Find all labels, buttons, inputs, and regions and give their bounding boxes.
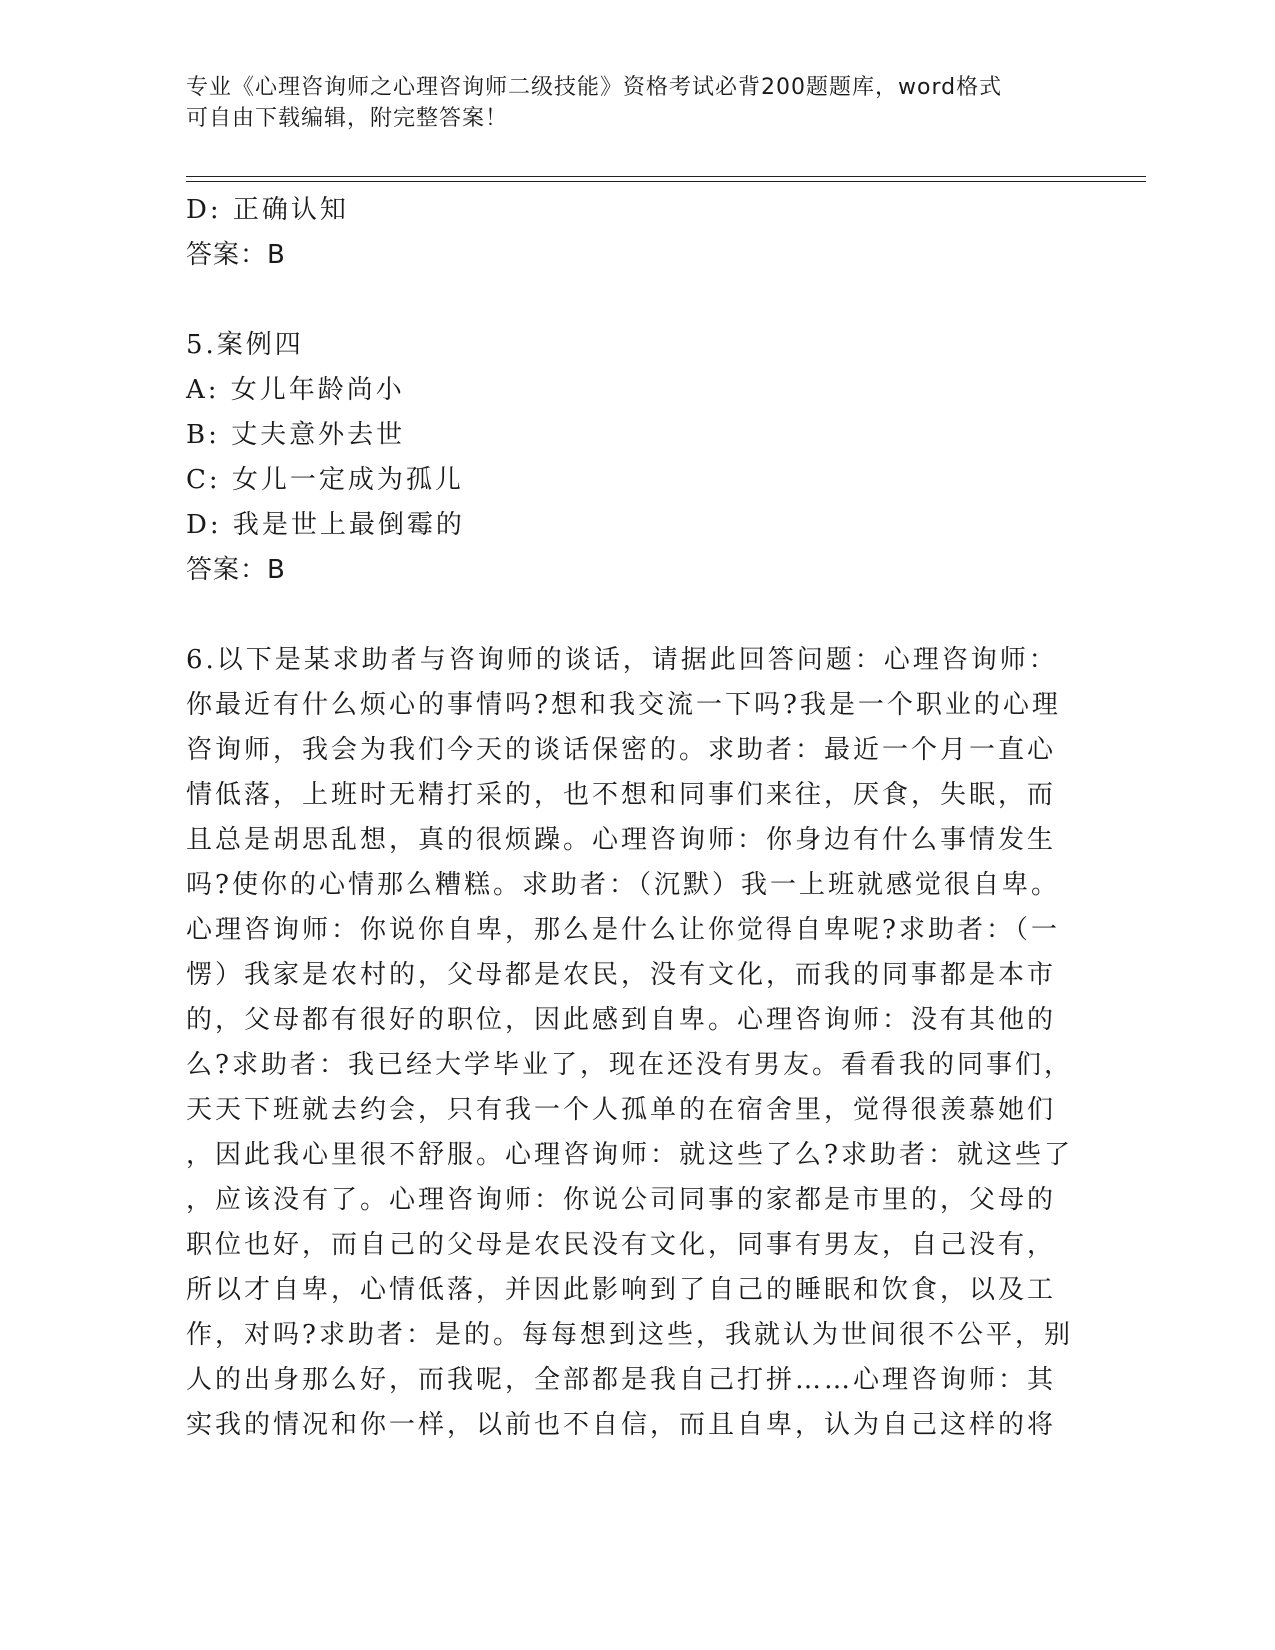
q6-line: 所以才自卑，心情低落，并因此影响到了自己的睡眠和饮食，以及工: [186, 1275, 1057, 1305]
q6-line: 愣）我家是农村的，父母都是农民，没有文化，而我的同事都是本市: [186, 960, 1057, 990]
q6-line: 6.以下是某求助者与咨询师的谈话，请据此回答问题：心理咨询师：: [186, 645, 1058, 675]
q5-answer: 答案：B: [186, 555, 286, 585]
q6-line: 职位也好，而自己的父母是农民没有文化，同事有男友，自己没有，: [186, 1230, 1057, 1260]
q5-option-a: A: 女儿年龄尚小: [186, 375, 405, 405]
q6-line: 实我的情况和你一样，以前也不自信，而且自卑，认为自己这样的将: [186, 1410, 1057, 1440]
spacer: [186, 278, 1066, 323]
q6-line: 咨询师，我会为我们今天的谈话保密的。求助者：最近一个月一直心: [186, 735, 1057, 765]
q4-answer: 答案：B: [186, 240, 286, 270]
q6-line: 你最近有什么烦心的事情吗?想和我交流一下吗?我是一个职业的心理: [186, 690, 1061, 720]
q6-line: 且总是胡思乱想，真的很烦躁。心理咨询师：你身边有什么事情发生: [186, 825, 1057, 855]
q6-line: 情低落，上班时无精打采的，也不想和同事们来往，厌食，失眠，而: [186, 780, 1057, 810]
q6-line: 么?求助者：我已经大学毕业了，现在还没有男友。看看我的同事们，: [186, 1050, 1073, 1080]
q6-line: 的，父母都有很好的职位，因此感到自卑。心理咨询师：没有其他的: [186, 1005, 1057, 1035]
q6-line: 作，对吗?求助者：是的。每每想到这些，我就认为世间很不公平，别: [186, 1320, 1073, 1350]
document-body: [186, 188, 1073, 1448]
page-header: [186, 72, 1066, 134]
q6-line: 天天下班就去约会，只有我一个人孤单的在宿舍里，觉得很羡慕她们: [186, 1095, 1057, 1125]
spacer: [186, 593, 1066, 638]
q6-line: 吗?使你的心情那么糟糕。求助者：（沉默）我一上班就感觉很自卑。: [186, 870, 1060, 900]
q5-option-c: C: 女儿一定成为孤儿: [186, 465, 464, 495]
q6-line: 心理咨询师：你说你自卑，那么是什么让你觉得自卑呢?求助者：（一: [186, 915, 1060, 945]
q5-option-d: D: 我是世上最倒霉的: [186, 510, 465, 540]
q5-option-b: B: 丈夫意外去世: [186, 420, 406, 450]
header-divider-top: [186, 176, 1146, 177]
q4-option-d: D: 正确认知: [186, 195, 349, 225]
q6-line: ，因此我心里很不舒服。心理咨询师：就这些了么?求助者：就这些了: [186, 1140, 1073, 1170]
q6-line: ，应该没有了。心理咨询师：你说公司同事的家都是市里的，父母的: [186, 1185, 1057, 1215]
question-6: [186, 638, 1073, 1448]
header-line-1: 专业《心理咨询师之心理咨询师二级技能》资格考试必背200题题库，word格式: [186, 75, 1003, 100]
q6-line: 人的出身那么好，而我呢，全部都是我自己打拼……心理咨询师：其: [186, 1365, 1057, 1395]
header-line-2: 可自由下载编辑，附完整答案！: [186, 106, 509, 131]
q5-title: 5.案例四: [186, 330, 304, 360]
question-5: [186, 323, 1066, 593]
header-divider-bottom: [186, 181, 1146, 182]
question-4-tail: [186, 188, 1066, 278]
